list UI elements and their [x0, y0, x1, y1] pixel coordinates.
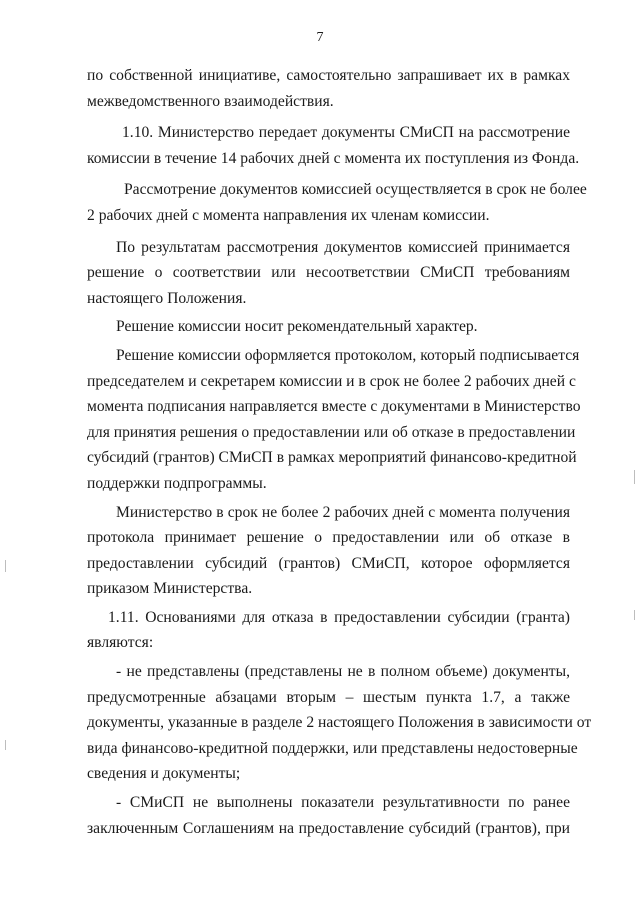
text-line: настоящего Положения.: [87, 289, 247, 307]
scan-edge-mark: [5, 560, 6, 572]
text-line: вида финансово-кредитной поддержки, или представлены недостоверные: [87, 739, 578, 757]
text-line: комиссии в течение 14 рабочих дней с момента их поступления из Фонда.: [87, 149, 580, 167]
text-line: предоставлении субсидий (грантов) СМиСП, которое оформляется: [87, 554, 570, 572]
text-line: По результатам рассмотрения документов комиссией принимается: [116, 238, 570, 256]
scan-edge-mark: [634, 470, 635, 484]
text-line: 2 рабочих дней с момента направления их членам комиссии.: [87, 206, 490, 224]
document-body: [87, 63, 592, 841]
text-line: по собственной инициативе, самостоятельно запрашивает их в рамках: [87, 67, 570, 84]
scan-edge-mark: [5, 740, 6, 750]
text-line: решение о соответствии или несоответствии СМиСП требованиям: [87, 264, 570, 282]
text-line: - СМиСП не выполнены показатели результативности по ранее: [116, 794, 570, 812]
text-line: Рассмотрение документов комиссией осуществляется в срок не более: [124, 181, 587, 199]
text-line: предусмотренные абзацами вторым – шестым пункта 1.7, а также: [87, 688, 570, 706]
text-line: поддержки подпрограммы.: [87, 474, 267, 492]
text-line: протокола принимает решение о предоставлении или об отказе в: [87, 529, 570, 547]
text-line: председателем и секретарем комиссии и в срок не более 2 рабочих дней с: [87, 372, 576, 390]
text-line: 1.11. Основаниями для отказа в предоставлении субсидии (гранта): [108, 608, 570, 626]
text-line: являются:: [87, 634, 154, 652]
text-line: документы, указанные в разделе 2 настоящего Положения в зависимости от: [87, 714, 592, 732]
page-number: 7: [316, 30, 324, 45]
text-line: момента подписания направляется вместе с документами в Министерство: [87, 398, 581, 416]
text-line: Министерство в срок не более 2 рабочих дней с момента получения: [116, 503, 570, 521]
scan-edge-mark: [634, 610, 635, 620]
text-line: 1.10. Министерство передает документы СМиСП на рассмотрение: [122, 124, 570, 142]
text-line: субсидий (грантов) СМиСП в рамках мероприятий финансово-кредитной: [87, 449, 577, 467]
text-line: приказом Министерства.: [87, 580, 253, 598]
text-line: для принятия решения о предоставлении или об отказе в предоставлении: [87, 423, 576, 441]
text-line: - не представлены (представлены не в полном объеме) документы,: [116, 663, 570, 681]
text-line: заключенным Соглашениям на предоставление субсидий (грантов), при: [87, 819, 570, 837]
text-line: сведения и документы;: [87, 765, 241, 783]
text-line: Решение комиссии носит рекомендательный характер.: [116, 318, 478, 336]
text-line: межведомственного взаимодействия.: [87, 92, 334, 110]
text-line: Решение комиссии оформляется протоколом, который подписывается: [116, 346, 580, 364]
